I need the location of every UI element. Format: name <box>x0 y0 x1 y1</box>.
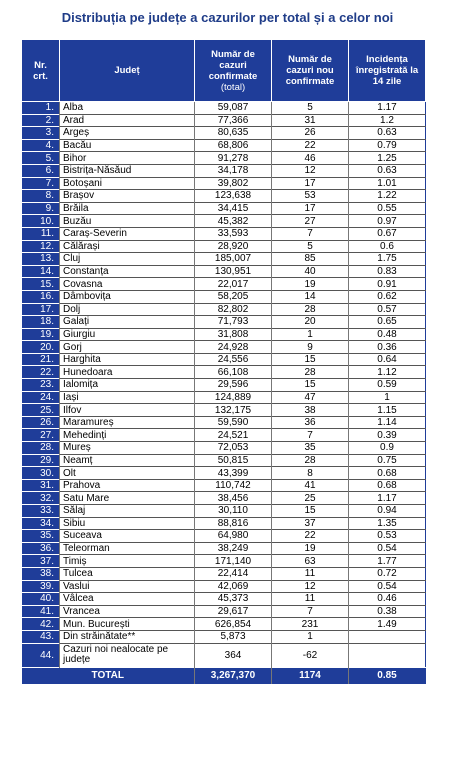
table-header <box>22 40 426 102</box>
new-cases: 38 <box>272 404 349 417</box>
table-row <box>22 114 426 127</box>
county-name: Vâlcea <box>60 593 195 606</box>
row-number: 43. <box>22 630 60 643</box>
row-number: 44. <box>22 643 60 667</box>
total-cases: 5,873 <box>195 630 272 643</box>
total-cases: 66,108 <box>195 366 272 379</box>
new-cases: 7 <box>272 227 349 240</box>
total-cases: 59,590 <box>195 416 272 429</box>
county-name: Harghita <box>60 353 195 366</box>
row-number: 35. <box>22 530 60 543</box>
row-number: 6. <box>22 164 60 177</box>
new-cases: -62 <box>272 643 349 667</box>
incidence: 1.2 <box>349 114 426 127</box>
new-cases: 17 <box>272 177 349 190</box>
county-name: Bistrița-Năsăud <box>60 164 195 177</box>
incidence: 1.22 <box>349 190 426 203</box>
new-cases: 9 <box>272 341 349 354</box>
county-name: Mureș <box>60 442 195 455</box>
new-cases: 28 <box>272 303 349 316</box>
county-name: Covasna <box>60 278 195 291</box>
incidence: 0.59 <box>349 379 426 392</box>
incidence <box>349 643 426 667</box>
incidence: 0.63 <box>349 164 426 177</box>
incidence: 1.77 <box>349 555 426 568</box>
row-number: 1. <box>22 102 60 115</box>
incidence: 0.83 <box>349 265 426 278</box>
county-name: Buzău <box>60 215 195 228</box>
table-row <box>22 227 426 240</box>
table-row <box>22 253 426 266</box>
incidence: 0.65 <box>349 316 426 329</box>
row-number: 37. <box>22 555 60 568</box>
total-cases: 22,017 <box>195 278 272 291</box>
table-row <box>22 567 426 580</box>
table-row <box>22 240 426 253</box>
total-cases: 34,415 <box>195 202 272 215</box>
row-number: 34. <box>22 517 60 530</box>
row-number: 19. <box>22 328 60 341</box>
header-noi: Număr de cazuri nou confirmate <box>272 40 349 102</box>
total-cases: 34,178 <box>195 164 272 177</box>
new-cases: 7 <box>272 605 349 618</box>
county-name: Dolj <box>60 303 195 316</box>
total-cases: 24,521 <box>195 429 272 442</box>
county-name: Cluj <box>60 253 195 266</box>
total-cases: 45,382 <box>195 215 272 228</box>
table-row <box>22 429 426 442</box>
total-cases: 31,808 <box>195 328 272 341</box>
table-row <box>22 341 426 354</box>
new-cases: 1 <box>272 630 349 643</box>
table-row <box>22 177 426 190</box>
total-new-cases: 1174 <box>272 667 349 683</box>
incidence: 1.01 <box>349 177 426 190</box>
incidence: 0.48 <box>349 328 426 341</box>
new-cases: 1 <box>272 328 349 341</box>
county-name: Galați <box>60 316 195 329</box>
incidence: 0.68 <box>349 467 426 480</box>
county-name: Suceava <box>60 530 195 543</box>
county-name: Prahova <box>60 479 195 492</box>
incidence: 1.35 <box>349 517 426 530</box>
total-cases: 24,928 <box>195 341 272 354</box>
row-number: 27. <box>22 429 60 442</box>
row-number: 23. <box>22 379 60 392</box>
new-cases: 231 <box>272 618 349 631</box>
incidence: 0.57 <box>349 303 426 316</box>
table-body <box>22 102 426 684</box>
row-number: 31. <box>22 479 60 492</box>
row-number: 32. <box>22 492 60 505</box>
incidence: 1.12 <box>349 366 426 379</box>
table-row <box>22 454 426 467</box>
new-cases: 27 <box>272 215 349 228</box>
county-name: Bihor <box>60 152 195 165</box>
new-cases: 31 <box>272 114 349 127</box>
county-name: Arad <box>60 114 195 127</box>
header-nr: Nr. crt. <box>22 40 60 102</box>
new-cases: 14 <box>272 290 349 303</box>
total-cases: 91,278 <box>195 152 272 165</box>
county-name: Călărași <box>60 240 195 253</box>
row-number: 22. <box>22 366 60 379</box>
new-cases: 12 <box>272 580 349 593</box>
total-cases: 28,920 <box>195 240 272 253</box>
new-cases: 11 <box>272 593 349 606</box>
table-row <box>22 630 426 643</box>
table-row <box>22 152 426 165</box>
county-name: Ilfov <box>60 404 195 417</box>
incidence: 0.63 <box>349 127 426 140</box>
row-number: 26. <box>22 416 60 429</box>
total-cases: 123,638 <box>195 190 272 203</box>
county-name: Constanța <box>60 265 195 278</box>
table-row <box>22 517 426 530</box>
table-row <box>22 164 426 177</box>
row-number: 33. <box>22 505 60 518</box>
new-cases: 5 <box>272 240 349 253</box>
row-number: 17. <box>22 303 60 316</box>
incidence: 0.91 <box>349 278 426 291</box>
row-number: 16. <box>22 290 60 303</box>
new-cases: 26 <box>272 127 349 140</box>
county-name: Giurgiu <box>60 328 195 341</box>
total-cases: 80,635 <box>195 127 272 140</box>
row-number: 18. <box>22 316 60 329</box>
row-number: 7. <box>22 177 60 190</box>
row-number: 9. <box>22 202 60 215</box>
county-name: Maramureș <box>60 416 195 429</box>
table-row <box>22 530 426 543</box>
total-cases: 59,087 <box>195 102 272 115</box>
row-number: 38. <box>22 567 60 580</box>
incidence: 1.49 <box>349 618 426 631</box>
county-name: Cazuri noi nealocate pe județe <box>60 643 195 667</box>
incidence: 0.6 <box>349 240 426 253</box>
header-confirmate: Număr de cazuri confirmate (total) <box>195 40 272 102</box>
table-row <box>22 492 426 505</box>
county-name: Hunedoara <box>60 366 195 379</box>
county-name: Bacău <box>60 139 195 152</box>
new-cases: 36 <box>272 416 349 429</box>
total-cases: 110,742 <box>195 479 272 492</box>
table-row <box>22 303 426 316</box>
new-cases: 63 <box>272 555 349 568</box>
total-cases: 45,373 <box>195 593 272 606</box>
table-row <box>22 202 426 215</box>
row-number: 2. <box>22 114 60 127</box>
county-name: Din străinătate** <box>60 630 195 643</box>
row-number: 42. <box>22 618 60 631</box>
total-cases: 29,617 <box>195 605 272 618</box>
county-name: Argeș <box>60 127 195 140</box>
total-cases: 130,951 <box>195 265 272 278</box>
row-number: 5. <box>22 152 60 165</box>
total-cases: 42,069 <box>195 580 272 593</box>
table-row <box>22 467 426 480</box>
new-cases: 28 <box>272 454 349 467</box>
total-incidence: 0.85 <box>349 667 426 683</box>
row-number: 29. <box>22 454 60 467</box>
incidence: 0.36 <box>349 341 426 354</box>
new-cases: 7 <box>272 429 349 442</box>
table-row <box>22 127 426 140</box>
new-cases: 11 <box>272 567 349 580</box>
incidence: 1.15 <box>349 404 426 417</box>
incidence: 1.17 <box>349 102 426 115</box>
incidence: 0.75 <box>349 454 426 467</box>
new-cases: 85 <box>272 253 349 266</box>
incidence: 0.62 <box>349 290 426 303</box>
total-cases: 64,980 <box>195 530 272 543</box>
table-row <box>22 139 426 152</box>
county-name: Vrancea <box>60 605 195 618</box>
new-cases: 19 <box>272 278 349 291</box>
new-cases: 20 <box>272 316 349 329</box>
county-name: Sălaj <box>60 505 195 518</box>
incidence: 1.17 <box>349 492 426 505</box>
total-cases: 33,593 <box>195 227 272 240</box>
county-name: Tulcea <box>60 567 195 580</box>
table-row <box>22 580 426 593</box>
header-incidenta: Incidența înregistrată la 14 zile <box>349 40 426 102</box>
row-number: 21. <box>22 353 60 366</box>
table-row <box>22 404 426 417</box>
new-cases: 15 <box>272 353 349 366</box>
table-row <box>22 643 426 667</box>
new-cases: 35 <box>272 442 349 455</box>
table-row <box>22 290 426 303</box>
incidence: 0.38 <box>349 605 426 618</box>
total-cases: 43,399 <box>195 467 272 480</box>
total-label: TOTAL <box>22 667 195 683</box>
table-row <box>22 442 426 455</box>
row-number: 8. <box>22 190 60 203</box>
county-name: Vaslui <box>60 580 195 593</box>
table-row <box>22 190 426 203</box>
incidence: 0.97 <box>349 215 426 228</box>
new-cases: 17 <box>272 202 349 215</box>
incidence: 0.54 <box>349 542 426 555</box>
total-cases: 185,007 <box>195 253 272 266</box>
county-name: Mun. București <box>60 618 195 631</box>
new-cases: 47 <box>272 391 349 404</box>
new-cases: 25 <box>272 492 349 505</box>
table-row <box>22 265 426 278</box>
new-cases: 8 <box>272 467 349 480</box>
incidence: 0.54 <box>349 580 426 593</box>
table-title: Distribuția pe județe a cazurilor per total și a celor noi <box>61 10 394 25</box>
row-number: 14. <box>22 265 60 278</box>
incidence: 0.72 <box>349 567 426 580</box>
total-cases: 364 <box>195 643 272 667</box>
table-row <box>22 215 426 228</box>
table-row <box>22 505 426 518</box>
table-row <box>22 555 426 568</box>
new-cases: 46 <box>272 152 349 165</box>
row-number: 40. <box>22 593 60 606</box>
total-cases: 50,815 <box>195 454 272 467</box>
row-number: 3. <box>22 127 60 140</box>
incidence: 1 <box>349 391 426 404</box>
new-cases: 15 <box>272 505 349 518</box>
table-row <box>22 353 426 366</box>
incidence: 0.64 <box>349 353 426 366</box>
incidence: 0.39 <box>349 429 426 442</box>
table-row <box>22 618 426 631</box>
incidence: 1.75 <box>349 253 426 266</box>
county-name: Caraș-Severin <box>60 227 195 240</box>
county-name: Teleorman <box>60 542 195 555</box>
new-cases: 37 <box>272 517 349 530</box>
table-row <box>22 416 426 429</box>
total-cases: 22,414 <box>195 567 272 580</box>
total-cases: 132,175 <box>195 404 272 417</box>
table-row <box>22 379 426 392</box>
incidence: 0.94 <box>349 505 426 518</box>
row-number: 11. <box>22 227 60 240</box>
incidence: 0.53 <box>349 530 426 543</box>
total-cases: 58,205 <box>195 290 272 303</box>
table-row <box>22 328 426 341</box>
table-row <box>22 366 426 379</box>
header-judet: Județ <box>60 40 195 102</box>
total-cases: 77,366 <box>195 114 272 127</box>
total-cases: 38,249 <box>195 542 272 555</box>
table-row <box>22 316 426 329</box>
county-name: Brăila <box>60 202 195 215</box>
county-name: Brașov <box>60 190 195 203</box>
total-cases: 71,793 <box>195 316 272 329</box>
table-row <box>22 605 426 618</box>
new-cases: 12 <box>272 164 349 177</box>
row-number: 4. <box>22 139 60 152</box>
county-name: Dâmbovița <box>60 290 195 303</box>
county-name: Alba <box>60 102 195 115</box>
county-name: Gorj <box>60 341 195 354</box>
incidence: 0.46 <box>349 593 426 606</box>
total-cases: 24,556 <box>195 353 272 366</box>
row-number: 36. <box>22 542 60 555</box>
row-number: 13. <box>22 253 60 266</box>
incidence: 1.25 <box>349 152 426 165</box>
new-cases: 5 <box>272 102 349 115</box>
total-cases: 68,806 <box>195 139 272 152</box>
row-number: 28. <box>22 442 60 455</box>
cases-by-county-table <box>21 39 426 684</box>
total-cases: 72,053 <box>195 442 272 455</box>
new-cases: 40 <box>272 265 349 278</box>
total-row <box>22 667 426 683</box>
row-number: 39. <box>22 580 60 593</box>
new-cases: 15 <box>272 379 349 392</box>
total-cases: 626,854 <box>195 618 272 631</box>
total-cases: 39,802 <box>195 177 272 190</box>
new-cases: 19 <box>272 542 349 555</box>
county-name: Timiș <box>60 555 195 568</box>
total-cases: 30,110 <box>195 505 272 518</box>
county-name: Botoșani <box>60 177 195 190</box>
row-number: 15. <box>22 278 60 291</box>
table-row <box>22 542 426 555</box>
table-row <box>22 479 426 492</box>
incidence: 0.79 <box>349 139 426 152</box>
total-cases: 124,889 <box>195 391 272 404</box>
table-row <box>22 391 426 404</box>
county-name: Mehedinți <box>60 429 195 442</box>
total-cases: 29,596 <box>195 379 272 392</box>
row-number: 12. <box>22 240 60 253</box>
incidence: 0.55 <box>349 202 426 215</box>
county-name: Satu Mare <box>60 492 195 505</box>
table-row <box>22 102 426 115</box>
table-row <box>22 593 426 606</box>
total-cases: 88,816 <box>195 517 272 530</box>
row-number: 25. <box>22 404 60 417</box>
row-number: 20. <box>22 341 60 354</box>
incidence: 0.68 <box>349 479 426 492</box>
table-row <box>22 278 426 291</box>
row-number: 41. <box>22 605 60 618</box>
new-cases: 53 <box>272 190 349 203</box>
total-cases: 82,802 <box>195 303 272 316</box>
county-name: Iași <box>60 391 195 404</box>
county-name: Neamț <box>60 454 195 467</box>
county-name: Ialomița <box>60 379 195 392</box>
new-cases: 22 <box>272 530 349 543</box>
county-name: Olt <box>60 467 195 480</box>
new-cases: 22 <box>272 139 349 152</box>
row-number: 30. <box>22 467 60 480</box>
incidence <box>349 630 426 643</box>
row-number: 10. <box>22 215 60 228</box>
total-cases: 171,140 <box>195 555 272 568</box>
incidence: 1.14 <box>349 416 426 429</box>
row-number: 24. <box>22 391 60 404</box>
incidence: 0.67 <box>349 227 426 240</box>
county-name: Sibiu <box>60 517 195 530</box>
new-cases: 41 <box>272 479 349 492</box>
incidence: 0.9 <box>349 442 426 455</box>
total-cases: 38,456 <box>195 492 272 505</box>
total-cases: 3,267,370 <box>195 667 272 683</box>
new-cases: 28 <box>272 366 349 379</box>
